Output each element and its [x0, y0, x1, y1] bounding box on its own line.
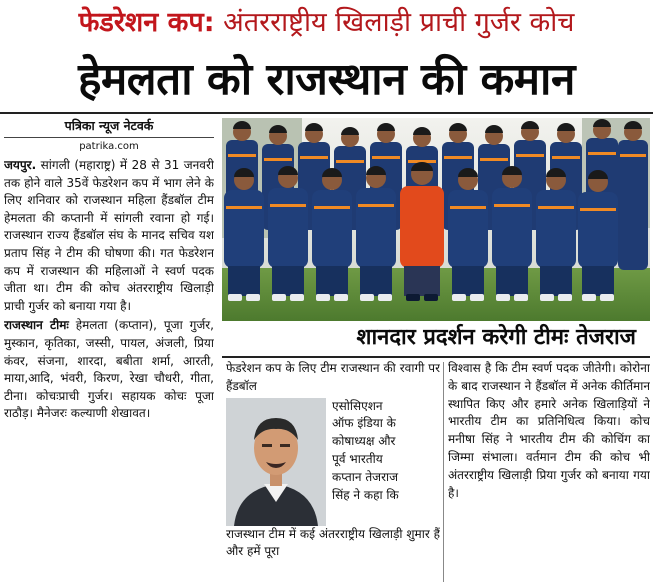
- subhead: शानदार प्रदर्शन करेगी टीमः तेजराज: [356, 325, 636, 350]
- dateline: जयपुर.: [4, 158, 37, 172]
- portrait-row: [226, 398, 440, 526]
- lead-text: सांगली (महाराष्ट्र) में 28 से 31 जनवरी तक होने वाले 35वें फेडरेशन कप में भाग लेने के लिए शनिवार को राजस्थान महिला हैंडबॉल टीम हेमलता की कप्तानी में सांगली रवाना हो गई। राजस्थान राज्य हैंडबॉल संघ के मानद सचिव यश प्रताप सिंह ने टीम की घोषणा की। गत फेडरेशन कप में राजस्थान की महिलाओं ने स्वर्ण पदक जीता था। टीम की कोच अंतरराष्ट्रीय खिलाड़ी प्राची गुर्जर को बनाया गया है।: [4, 158, 214, 313]
- headline-kicker: [0, 4, 653, 42]
- beside-line: कप्तान तेजराज: [332, 469, 398, 484]
- byline-divider: [4, 137, 214, 138]
- roster-text: हेमलता (कप्तान), पूजा गुर्जर, मुस्कान, कृतिका, जस्सी, पायल, अंजली, प्रिया कंवर, संजना, शारदा, बबीता शर्मा, आरती, माया,आदि, भंवरी, किरण, रेखा चौधरी, गीता, टीना। कोचःप्राची गुर्जर। सहायक कोचः पूजा राठौड़। मैनेजरः कल्याणी शेखावत।: [4, 318, 214, 421]
- right-column: [448, 360, 650, 586]
- beside-line: कोषाध्यक्ष और: [332, 434, 396, 449]
- middle-column: [226, 360, 440, 586]
- team-photo: [222, 118, 650, 321]
- beside-line: पूर्व भारतीय: [332, 451, 383, 466]
- kicker-tournament: फेडरेशन कप:: [78, 7, 215, 38]
- subhead-bar: [222, 322, 650, 358]
- kicker-subtitle: अंतरराष्ट्रीय खिलाड़ी प्राची गुर्जर कोच: [214, 7, 575, 38]
- tejraj-portrait: [226, 398, 326, 526]
- beside-line: सिंह ने कहा कि: [332, 487, 399, 502]
- headline-divider: [0, 112, 653, 114]
- right-column-text: विश्वास है कि टीम स्वर्ण पदक जीतेगी। कोरोना के बाद राजस्थान ने हैंडबॉल में अनेक कीर्तिमान स्थापित किए और हमारे अनेक खिलाड़ियों ने भारतीय टीम का प्रतिनिधित्व किया। कोच मनीषा सिंह ने भारतीय टीम की कोचिंग का जिम्मा संभाला। वर्तमान टीम की कोच भी अंतरराष्ट्रीय खिलाड़ी प्रिया गुर्जर को बनाया गया है।: [448, 361, 650, 500]
- left-column: [4, 116, 214, 586]
- roster-paragraph: [4, 317, 214, 423]
- byline-site: patrika.com: [79, 141, 139, 152]
- beside-line: एसोसिएशन: [332, 398, 383, 413]
- byline-agency: पत्रिका न्यूज नेटवर्क: [64, 118, 154, 133]
- column-divider: [443, 362, 444, 582]
- beside-photo-text: [332, 398, 440, 526]
- middle-continuation: राजस्थान टीम में कई अंतरराष्ट्रीय खिलाड़ी शुमार हैं और हमें पूरा: [226, 526, 440, 559]
- middle-intro: फेडरेशन कप के लिए टीम राजस्थान की रवागी पर हैंडबॉल: [226, 361, 440, 393]
- lead-paragraph: [4, 157, 214, 315]
- roster-label: राजस्थान टीमः: [4, 318, 69, 333]
- main-headline: हेमलता को राजस्थान की कमान: [78, 54, 575, 105]
- beside-line: ऑफ इंडिया के: [332, 416, 396, 431]
